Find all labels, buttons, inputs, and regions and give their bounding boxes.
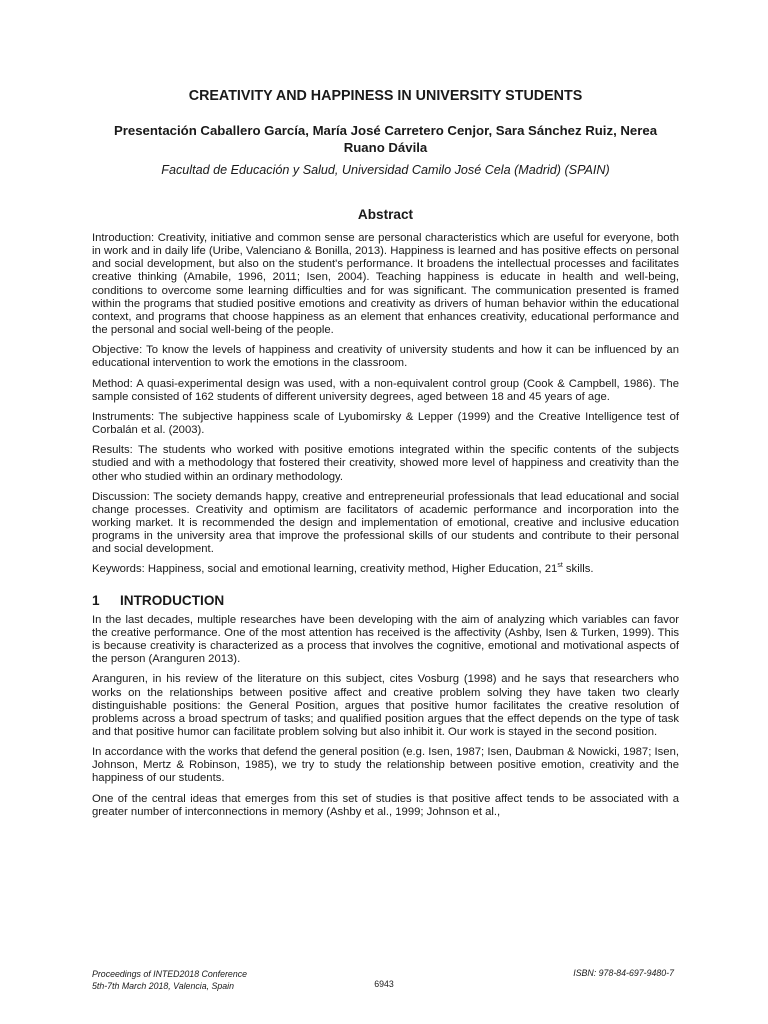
abstract-discussion: Discussion: The society demands happy, creative and entrepreneurial professionals that lead educational and social change processes. Creativity and optimism are facilitators of academic performance and incorporation into the working market. It is recommended the design and implementation of emotional, creative and inclusive education programs in the university area that improve the professional skills of our students and contribute to their personal and social development. <box>92 490 679 556</box>
abstract-objective: Objective: To know the levels of happiness and creativity of university students and how it can be influenced by an educational intervention to work the emotions in the classroom. <box>92 344 679 370</box>
section-title: INTRODUCTION <box>120 592 225 608</box>
paper-body <box>92 232 679 826</box>
section-heading <box>92 594 679 607</box>
paper-title: CREATIVITY AND HAPPINESS IN UNIVERSITY STUDENTS <box>188 88 583 104</box>
keywords-end: skills. <box>562 563 594 576</box>
section-number: 1 <box>92 592 100 608</box>
paper-affiliation: Facultad de Educación y Salud, Universidad Camilo José Cela (Madrid) (SPAIN) <box>161 163 610 177</box>
abstract-method: Method: A quasi-experimental design was used, with a non-equivalent control group (Cook & Campbell, 1986). The sample consisted of 162 students of different university degrees, aged between 18 and 45 years of age. <box>92 377 679 403</box>
intro-paragraph: One of the central ideas that emerges from this set of studies is that positive affect tends to be associated with a greater number of interconnections in memory (Ashby et al., 1999; Johnson et al., <box>92 792 679 818</box>
footer-proceedings-line: 5th-7th March 2018, Valencia, Spain <box>92 981 234 991</box>
intro-paragraph: Aranguren, in his review of the literature on this subject, cites Vosburg (1998) and he says that researchers who works on the relationships between positive affect and creative problem solving they have taken two clearly distinguishable positions: the General Position, argues that positive humor facilitates the creative resolution of problems across a broad spectrum of tasks; and qualified position argues that the effect depends on the type of task and that positive humor can facilitate problem solving but also inhibit it. Our work is stayed in the second position. <box>92 673 679 738</box>
footer-proceedings-line: Proceedings of INTED2018 Conference <box>92 969 248 979</box>
page-number: 6943 <box>374 979 394 989</box>
abstract-results: Results: The students who worked with positive emotions integrated within the specific contents of the subjects studied and with a methodology that fostered their creativity, showed more level of happiness and creativity than the other who studied within an ordinary methodology. <box>92 444 679 483</box>
abstract-instruments: Instruments: The subjective happiness scale of Lyubomirsky & Lepper (1999) and the Creative Intelligence test of Corbalán et al. (2003). <box>92 410 679 437</box>
abstract-introduction: Introduction: Creativity, initiative and common sense are personal characteristics which are useful for everyone, both in work and in daily life (Uribe, Valenciano & Bonilla, 2013). Happiness is learned and has positive effects on personal and social development, but also on the student's performance. It broadens the intellectual processes and facilitates creative thinking (Amabile, 1996, 2011; Isen, 2004). Teaching happiness is educate in health and well-being, conditions to overcome some learning difficulties and for was significant. The communication presented is framed within the programs that studied positive emotions and creativity as drivers of human behavior within the educational context, and programs that choose happiness as an element that enhances creativity, educational performance and the personal and social well-being of the people. <box>92 232 679 337</box>
footer-proceedings <box>92 968 247 992</box>
abstract-heading: Abstract <box>357 207 414 222</box>
intro-paragraph: In the last decades, multiple researches have been developing with the aim of analyzing which variables can favor the creative performance. One of the most attention has received is the affectivity (Ashby, Isen & Turken, 1999). This is because creativity is characterized as a process that involves the cognitive, emotional and motivational aspects of the person (Aranguren 2013). <box>92 613 679 666</box>
abstract-keywords <box>92 563 679 576</box>
keywords-text: Keywords: Happiness, social and emotional learning, creativity method, Higher Education, 21 <box>92 563 558 576</box>
paper-authors: Presentación Caballero García, María José Carretero Cenjor, Sara Sánchez Ruiz, Nerea Ruano Dávila <box>113 123 658 155</box>
footer-isbn: ISBN: 978-84-697-9480-7 <box>573 968 674 978</box>
keywords-superscript: st <box>557 562 563 570</box>
intro-paragraph: In accordance with the works that defend the general position (e.g. Isen, 1987; Isen, Daubman & Nowicki, 1987; Isen, Johnson, Mertz & Robinson, 1985), we try to study the relationship between positive emotion, creativity and the happiness of our students. <box>92 746 679 785</box>
